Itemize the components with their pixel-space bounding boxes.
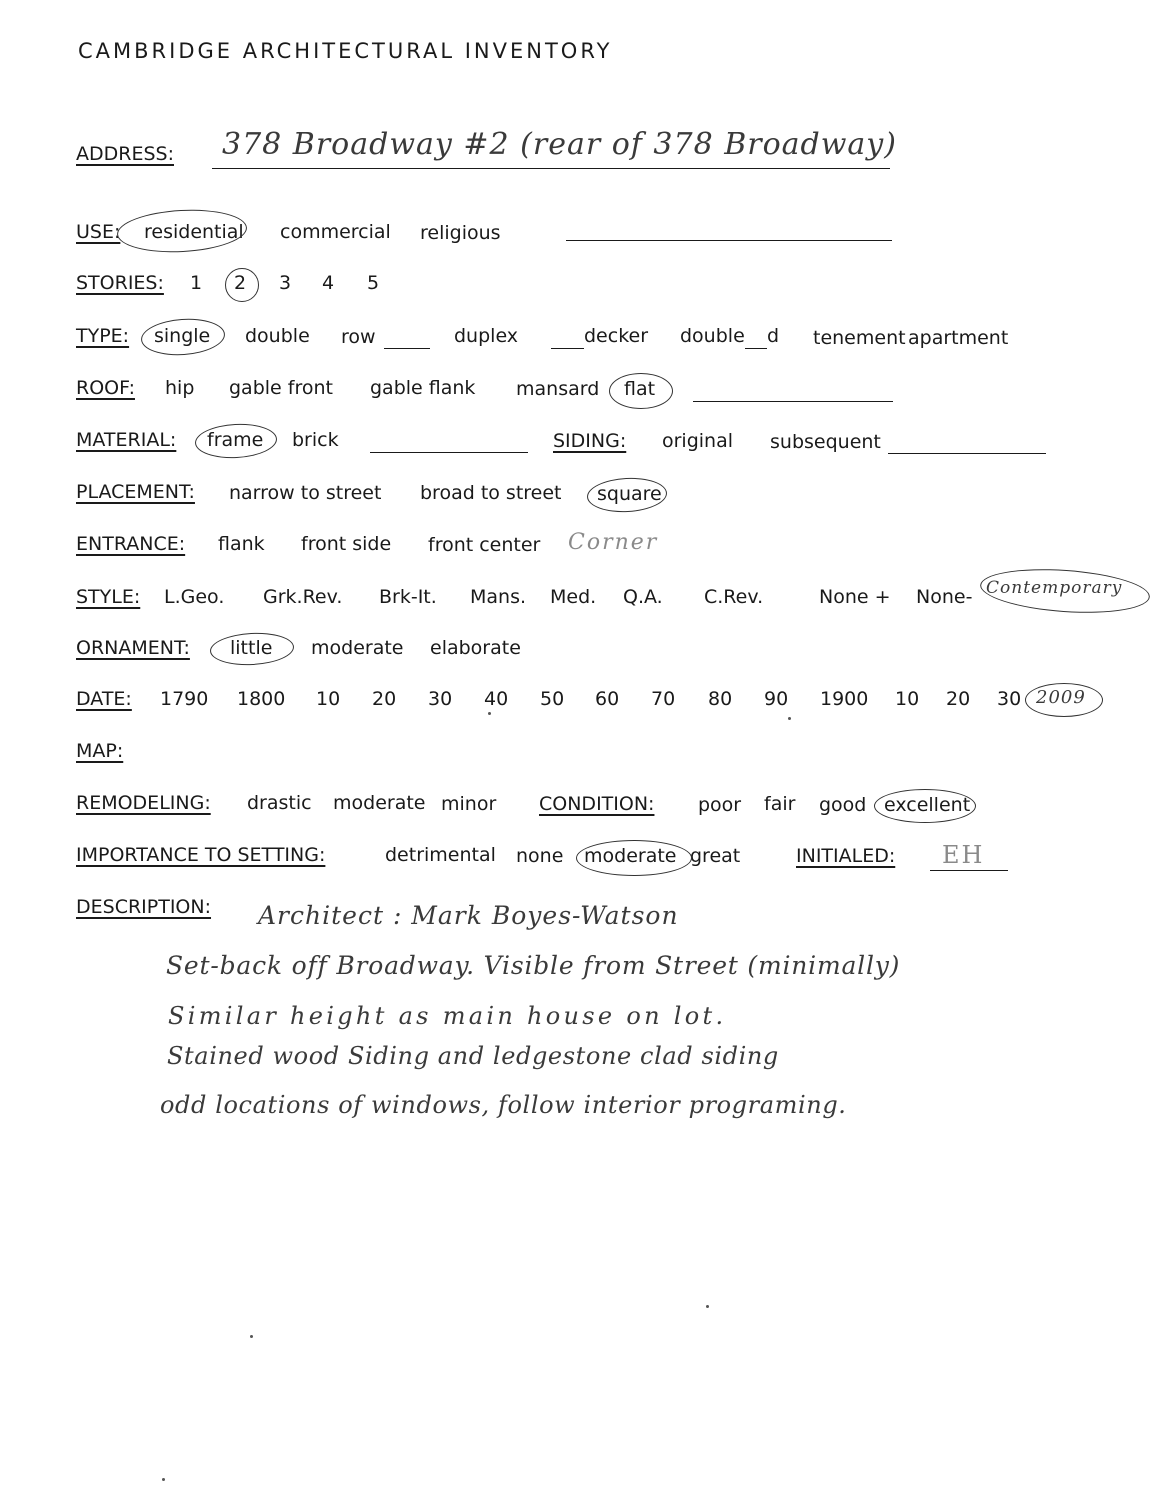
- style-handwritten[interactable]: Contemporary: [986, 578, 1123, 598]
- style-option-med[interactable]: Med.: [550, 586, 597, 608]
- date-option-1910[interactable]: 10: [895, 688, 920, 710]
- condition-selection-circle: [874, 789, 976, 823]
- condition-option-excellent[interactable]: excellent: [884, 794, 971, 816]
- type-double-d-blank: [745, 348, 767, 349]
- date-option-1800[interactable]: 1800: [237, 688, 286, 710]
- date-option-40[interactable]: 40: [484, 688, 509, 710]
- style-option-none-minus[interactable]: None-: [916, 586, 973, 608]
- roof-option-hip[interactable]: hip: [165, 377, 195, 399]
- use-option-commercial[interactable]: commercial: [280, 221, 391, 243]
- use-option-religious[interactable]: religious: [420, 222, 501, 244]
- use-label: USE:: [76, 221, 121, 243]
- entrance-option-front-center[interactable]: front center: [428, 534, 541, 556]
- type-option-double-d[interactable]: double: [680, 325, 745, 347]
- style-option-crev[interactable]: C.Rev.: [704, 586, 764, 608]
- roof-label: ROOF:: [76, 377, 135, 399]
- use-option-residential[interactable]: residential: [144, 221, 244, 243]
- description-line-4[interactable]: Stained wood Siding and ledgestone clad siding: [167, 1042, 779, 1070]
- type-option-d[interactable]: d: [767, 325, 780, 347]
- description-line-5[interactable]: odd locations of windows, follow interior programing.: [160, 1091, 847, 1119]
- date-option-1920[interactable]: 20: [946, 688, 971, 710]
- entrance-option-flank[interactable]: flank: [218, 533, 265, 555]
- siding-option-original[interactable]: original: [662, 430, 734, 452]
- placement-option-narrow[interactable]: narrow to street: [229, 482, 382, 504]
- type-option-duplex[interactable]: duplex: [454, 325, 519, 347]
- roof-option-gable-front[interactable]: gable front: [229, 377, 333, 399]
- scan-speck: [488, 712, 491, 715]
- roof-option-flat[interactable]: flat: [624, 378, 656, 400]
- ornament-option-little[interactable]: little: [230, 637, 273, 659]
- scan-speck: [788, 717, 791, 720]
- description-line-1[interactable]: Architect : Mark Boyes-Watson: [258, 901, 679, 930]
- description-line-3[interactable]: Similar height as main house on lot.: [168, 1002, 727, 1030]
- date-option-70[interactable]: 70: [651, 688, 676, 710]
- condition-label: CONDITION:: [539, 793, 655, 815]
- style-option-qa[interactable]: Q.A.: [623, 586, 663, 608]
- type-option-tenement[interactable]: tenement: [813, 327, 906, 349]
- condition-option-good[interactable]: good: [819, 794, 867, 816]
- date-handwritten[interactable]: 2009: [1036, 687, 1086, 708]
- siding-label: SIDING:: [553, 430, 627, 452]
- roof-selection-circle: [609, 373, 673, 409]
- scan-speck: [706, 1305, 709, 1308]
- address-label: ADDRESS:: [76, 143, 174, 165]
- use-other-line[interactable]: [566, 240, 892, 241]
- material-option-frame[interactable]: frame: [207, 429, 264, 451]
- entrance-label: ENTRANCE:: [76, 533, 186, 555]
- stories-option-2[interactable]: 2: [234, 272, 247, 294]
- material-option-brick[interactable]: brick: [292, 429, 339, 451]
- condition-option-poor[interactable]: poor: [698, 794, 742, 816]
- date-handwritten-circle: [1025, 683, 1103, 717]
- siding-other-line[interactable]: [888, 453, 1046, 454]
- material-selection-circle: [194, 422, 278, 460]
- type-option-apartment[interactable]: apartment: [908, 327, 1009, 349]
- style-option-grkrev[interactable]: Grk.Rev.: [263, 586, 343, 608]
- ornament-selection-circle: [209, 631, 295, 667]
- ornament-option-elaborate[interactable]: elaborate: [430, 637, 521, 659]
- type-selection-circle: [140, 316, 226, 358]
- date-option-60[interactable]: 60: [595, 688, 620, 710]
- date-label: DATE:: [76, 688, 132, 710]
- stories-selection-circle: [225, 268, 259, 302]
- remodeling-option-minor[interactable]: minor: [441, 793, 497, 815]
- importance-option-great[interactable]: great: [690, 845, 741, 867]
- stories-option-4[interactable]: 4: [322, 272, 335, 294]
- address-line: [212, 168, 890, 169]
- date-option-90[interactable]: 90: [764, 688, 789, 710]
- date-option-50[interactable]: 50: [540, 688, 565, 710]
- type-row-blank: [384, 348, 430, 349]
- type-label: TYPE:: [76, 325, 130, 347]
- style-handwritten-circle: [979, 564, 1152, 618]
- initialed-label: INITIALED:: [796, 845, 896, 867]
- placement-option-square[interactable]: square: [597, 483, 662, 505]
- type-option-single[interactable]: single: [154, 325, 211, 347]
- remodeling-option-moderate[interactable]: moderate: [333, 792, 426, 814]
- ornament-option-moderate[interactable]: moderate: [311, 637, 404, 659]
- condition-option-fair[interactable]: fair: [764, 793, 796, 815]
- description-line-2[interactable]: Set-back off Broadway. Visible from Street (minimally): [166, 951, 901, 980]
- initialed-value[interactable]: EH: [942, 841, 985, 869]
- style-option-brkit[interactable]: Brk-It.: [379, 586, 437, 608]
- date-option-10[interactable]: 10: [316, 688, 341, 710]
- type-option-double[interactable]: double: [245, 325, 310, 347]
- material-label: MATERIAL:: [76, 429, 177, 451]
- type-option-row[interactable]: row: [341, 326, 376, 348]
- roof-option-mansard[interactable]: mansard: [516, 378, 600, 400]
- remodeling-option-drastic[interactable]: drastic: [247, 792, 312, 814]
- style-label: STYLE:: [76, 586, 141, 608]
- remodeling-label: REMODELING:: [76, 792, 211, 814]
- scan-speck: [162, 1478, 165, 1481]
- style-option-none-plus[interactable]: None +: [819, 586, 891, 608]
- style-option-mans[interactable]: Mans.: [470, 586, 527, 608]
- entrance-handwritten[interactable]: Corner: [568, 530, 659, 555]
- stories-label: STORIES:: [76, 272, 164, 294]
- importance-label: IMPORTANCE TO SETTING:: [76, 844, 326, 866]
- initialed-line: [930, 870, 1008, 871]
- entrance-option-front-side[interactable]: front side: [301, 533, 392, 555]
- form-title: CAMBRIDGE ARCHITECTURAL INVENTORY: [78, 39, 613, 63]
- importance-option-none[interactable]: none: [516, 845, 564, 867]
- type-decker-blank: [551, 348, 584, 349]
- date-option-20[interactable]: 20: [372, 688, 397, 710]
- placement-option-broad[interactable]: broad to street: [420, 482, 562, 504]
- style-option-lgeo[interactable]: L.Geo.: [164, 586, 225, 608]
- stories-option-5[interactable]: 5: [367, 272, 380, 294]
- roof-other-line[interactable]: [693, 401, 893, 402]
- map-label: MAP:: [76, 740, 124, 762]
- address-value[interactable]: 378 Broadway #2 (rear of 378 Broadway): [222, 127, 897, 162]
- ornament-label: ORNAMENT:: [76, 637, 190, 659]
- stories-option-3[interactable]: 3: [279, 272, 292, 294]
- placement-label: PLACEMENT:: [76, 481, 195, 503]
- importance-selection-circle: [576, 840, 692, 876]
- date-option-1930[interactable]: 30: [997, 688, 1022, 710]
- material-other-line[interactable]: [370, 452, 528, 453]
- use-selection-circle: [116, 207, 248, 256]
- importance-option-moderate[interactable]: moderate: [584, 845, 677, 867]
- date-option-80[interactable]: 80: [708, 688, 733, 710]
- description-label: DESCRIPTION:: [76, 896, 212, 918]
- siding-option-subsequent[interactable]: subsequent: [770, 431, 881, 453]
- date-option-1790[interactable]: 1790: [160, 688, 209, 710]
- importance-option-detrimental[interactable]: detrimental: [385, 844, 496, 866]
- date-option-1900[interactable]: 1900: [820, 688, 869, 710]
- stories-option-1[interactable]: 1: [190, 272, 203, 294]
- type-option-decker[interactable]: decker: [584, 325, 649, 347]
- placement-selection-circle: [586, 476, 668, 514]
- date-option-30[interactable]: 30: [428, 688, 453, 710]
- roof-option-gable-flank[interactable]: gable flank: [370, 377, 476, 399]
- scan-speck: [250, 1335, 253, 1338]
